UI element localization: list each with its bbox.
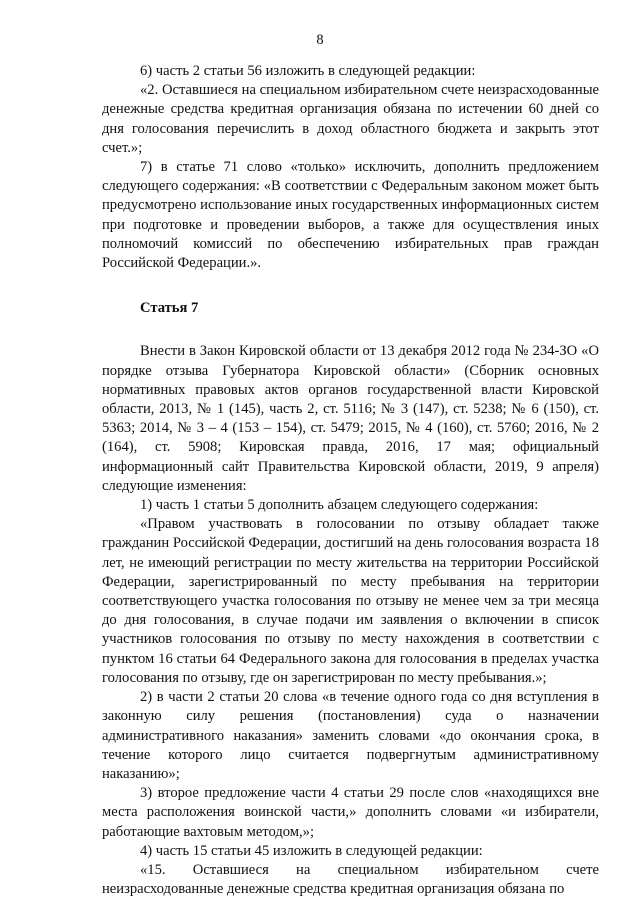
quoted-part-15-text: «15. Оставшиеся на специальном избирательном счете неизрасходованные денежные средства кредитная организация обязана по: [102, 861, 599, 898]
change-item-3: 3) второе предложение части 4 статьи 29 после слов «находящихся вне места расположения воинской части,» дополнить словами «и избиратели, работающие вахтовым методом,»;: [102, 785, 599, 840]
change-item-4: 4) часть 15 статьи 45 изложить в следующей редакции:: [140, 842, 483, 859]
paragraph-item-7: 7) в статье 71 слово «только» исключить, дополнить предложением следующего содержания: «В соответствии с Федеральным законом может быть предусмотрено использование иных государственных информационных систем при подготовке и проведении выборов, а также для осуществления иных полномочий комиссий по обеспечению избирательных прав граждан Российской Федерации.».: [102, 159, 599, 272]
page-number: 8: [316, 32, 324, 48]
change-item-1: 1) часть 1 статьи 5 дополнить абзацем следующего содержания:: [140, 497, 539, 514]
quoted-part-2-text: «2. Оставшиеся на специальном избирательном счете неизрасходованные денежные средства кредитная организация обязана по истечении 60 дней со дня голосования перечислить в доход областного бюджета и закрыть этот счет.»;: [102, 82, 599, 156]
document-body: [102, 62, 599, 899]
paragraph-item-6: 6) часть 2 статьи 56 изложить в следующей редакции:: [140, 63, 476, 79]
quoted-right-to-vote-text: «Правом участвовать в голосовании по отзыву обладает также гражданин Российской Федерации, достигший на день голосования возраста 18 лет, не имеющий регистрации по месту жительства на территории Российской Федерации, зарегистрированный по месту пребывания на территории соответствующего участка голосования по отзыву не менее чем за три месяца до дня голосования, в случае подачи им заявления о включении в список участников голосования по отзыву по месту нахождения в соответствии с пунктом 16 статьи 64 Федерального закона для голосования в пределах участка голосования по отзыву, где он зарегистрирован по месту пребывания.»;: [102, 516, 599, 686]
change-item-2: 2) в части 2 статьи 20 слова «в течение одного года со дня вступления в законную силу решения (постановления) суда о назначении административного наказания» заменить словами «до окончания срока, в течение которого лицо считается подвергнутым административному наказанию»;: [102, 689, 599, 782]
article-heading: Статья 7: [140, 300, 199, 317]
article-intro-paragraph: Внести в Закон Кировской области от 13 декабря 2012 года № 234-ЗО «О порядке отзыва Губернатора Кировской области» (Сборник основных нормативных правовых актов органов государственной власти Кировской области, 2013, № 1 (145), часть 2, ст. 5116; № 3 (147), ст. 5238; № 6 (150), ст. 5363; 2014, № 3 – 4 (153 – 154), ст. 5479; 2015, № 4 (160), ст. 5760; 2016, № 2 (164), ст. 5908; Кировская правда, 2016, 17 мая; официальный информационный сайт Правительства Кировской области, 2019, 9 апреля) следующие изменения:: [102, 343, 599, 494]
